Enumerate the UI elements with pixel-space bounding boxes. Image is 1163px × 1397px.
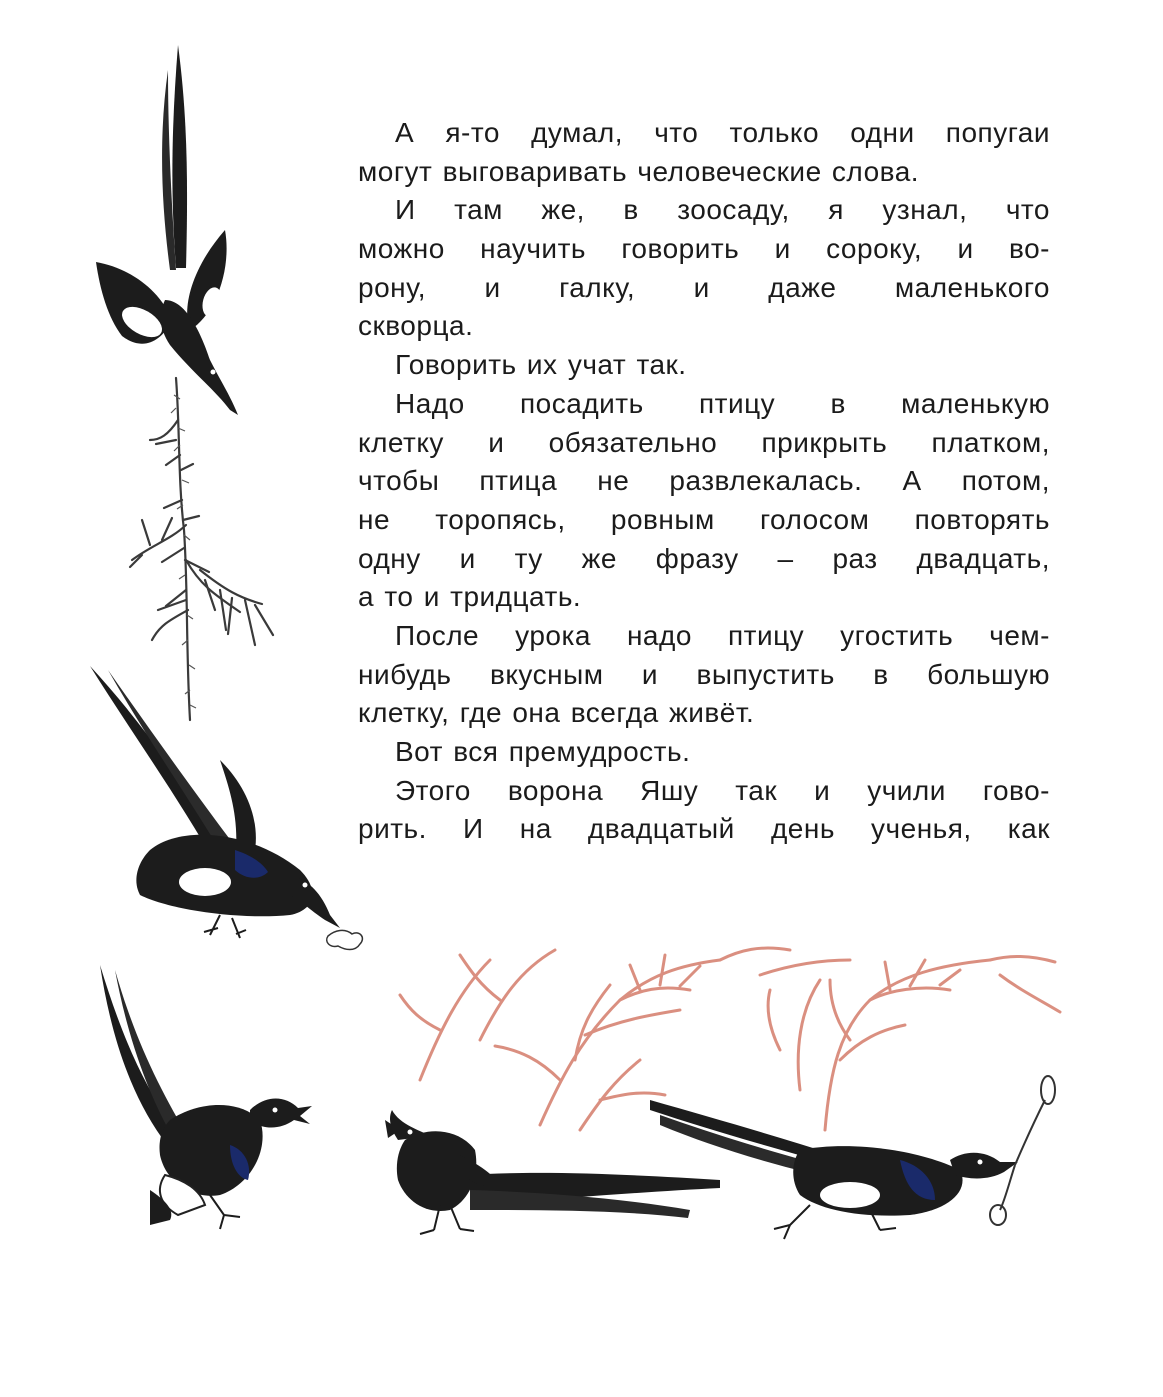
text-line: А я-то думал, что только одни попугаи — [395, 117, 1050, 148]
red-branches — [400, 948, 1060, 1130]
paragraph — [358, 346, 1050, 385]
text-line: Говорить их учат так. — [395, 349, 687, 381]
text-line: чтобы птица не развлекалась. А потом, — [358, 465, 1050, 497]
text-line: клетку, где она всегда живёт. — [358, 697, 755, 729]
text-line: клетку и обязательно прикрыть платком, — [358, 426, 1050, 458]
paragraph — [358, 772, 1050, 849]
text-line: Надо посадить птицу в маленькую — [395, 387, 1050, 419]
text-line: Этого ворона Яшу так и учили гово- — [395, 774, 1050, 806]
magpie-with-crumb — [90, 666, 362, 950]
paragraph — [358, 617, 1050, 733]
magpie-hanging — [96, 45, 238, 415]
paragraph — [358, 733, 1050, 772]
magpie-chirping — [100, 965, 312, 1229]
text-line: можно научить говорить и сороку, и во- — [358, 233, 1050, 265]
paragraph — [358, 114, 1050, 191]
text-line: не торопясь, ровным голосом повторять — [358, 503, 1050, 535]
text-line: Вот вся премудрость. — [395, 736, 691, 767]
pine-needles — [171, 395, 196, 708]
story-text — [358, 114, 1050, 849]
text-line: И там же, в зоосаду, я узнал, что — [395, 194, 1050, 226]
text-line: нибудь вкусным и выпустить в большую — [358, 658, 1050, 690]
text-line: После урока надо птицу угостить чем- — [395, 619, 1050, 651]
paragraph — [358, 191, 1050, 346]
text-line: одну и ту же фразу – раз двадцать, — [358, 542, 1050, 574]
magpie-with-spoon — [650, 1076, 1055, 1239]
text-line: а то и тридцать. — [358, 581, 582, 613]
text-line: рону, и галку, и даже маленького — [358, 271, 1050, 303]
pine-twig — [130, 378, 273, 720]
text-line: скворца. — [358, 310, 474, 342]
paragraph — [358, 385, 1050, 617]
text-line: рить. И на двадцатый день ученья, как — [358, 813, 1050, 845]
text-line: могут выговаривать человеческие слова. — [358, 155, 920, 187]
